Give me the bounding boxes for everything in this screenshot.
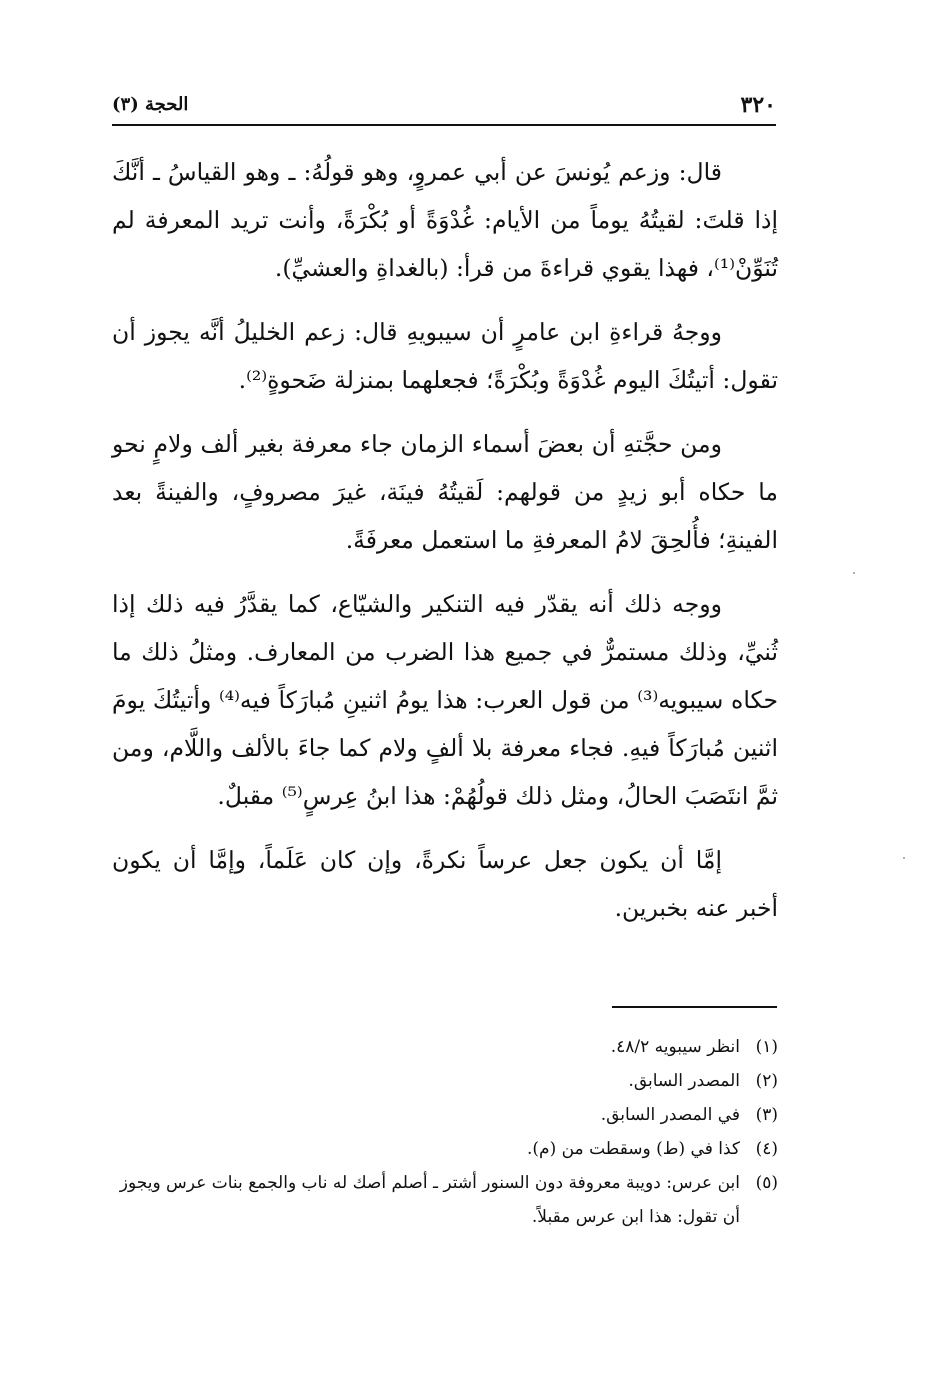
footnote-text: انظر سيبويه ٤٨/٢. xyxy=(610,1037,740,1057)
scan-speck xyxy=(853,572,855,574)
footnote-number: (١) xyxy=(755,1037,778,1057)
footnote-text: كذا في (ط) وسقطت من (م). xyxy=(527,1139,740,1159)
paragraph: إمَّا أن يكون جعل عرساً نكرةً، وإن كان عَلَماً، وإمَّا أن يكون أخبر عنه بخبرين. xyxy=(112,846,778,922)
footnote xyxy=(112,1030,778,1064)
footnote-number: (٥) xyxy=(755,1173,778,1193)
paragraph: ووجه ذلك أنه يقدّر فيه التنكير والشيّاع، كما يقدَّرُ فيه ذلك إذا ثُنيِّ، وذلك مستمرٌّ في جميع هذا الضرب من المعارف. ومثلُ ذلك ما حكاه سيبويه⁽³⁾ من قول العرب: هذا يومُ اثنينِ مُبارَكاً فيه⁽⁴⁾ وأتيتُكَ يومَ اثنين مُبارَكاً فيهِ. فجاء معرفة بلا ألفٍ ولام كما جاءَ بالألف واللَّام، ومن ثمَّ انتَصَبَ الحالُ، ومثل ذلك قولُهُمْ: هذا ابنُ عِرسٍ⁽⁵⁾ مقبلٌ. xyxy=(112,590,778,810)
paragraph: ووجهُ قراءةِ ابن عامرٍ أن سيبويهِ قال: زعم الخليلُ أنَّه يجوز أن تقول: أتيتُكَ اليوم غُدْوَةً وبُكْرَةً؛ فجعلهما بمنزلة ضَحوةٍ⁽²⁾. xyxy=(112,318,778,394)
footnote-separator xyxy=(612,1006,777,1008)
footnote-text: المصدر السابق. xyxy=(628,1071,740,1091)
footnote-number: (٤) xyxy=(755,1139,778,1159)
page-number: ٣٢٠ xyxy=(740,92,776,118)
paragraph: ومن حجَّتهِ أن بعضَ أسماء الزمان جاء معرفة بغير ألف ولامٍ نحو ما حكاه أبو زيدٍ من قولهم: لَقيتُهُ فينَة، غيرَ مصروفٍ، والفينةً بعد الفينةِ؛ فأُلحِقَ لامُ المعرفةِ ما استعمل معرفَةً. xyxy=(112,430,778,554)
footnote-text: ابن عرس: دويبة معروفة دون السنور أشتر ـ أصلم أصك له ناب والجمع بنات عرس ويجوز أن تقول: هذا ابن عرس مقبلاً. xyxy=(119,1173,740,1227)
footnote xyxy=(112,1132,778,1166)
footnote xyxy=(112,1064,778,1098)
footnotes xyxy=(112,1030,778,1234)
page-header xyxy=(112,92,776,126)
footnote-text: في المصدر السابق. xyxy=(600,1105,740,1125)
footnote xyxy=(112,1166,778,1234)
footnote-number: (٢) xyxy=(755,1071,778,1091)
running-title: الحجة (٣) xyxy=(112,94,189,115)
footnote xyxy=(112,1098,778,1132)
paragraph: قال: وزعم يُونسَ عن أبي عمروٍ، وهو قولُهُ: ـ وهو القياسُ ـ أنَّكَ إذا قلتَ: لقيتُهُ يوماً من الأيام: غُدْوَةً أو بُكْرَةً، وأنت تريد المعرفة لم تُنَوِّنْ⁽¹⁾، فهذا يقوي قراءةَ من قرأ: (بالغداةِ والعشيِّ). xyxy=(112,158,778,282)
footnote-number: (٣) xyxy=(755,1105,778,1125)
scan-speck xyxy=(903,857,905,859)
main-text xyxy=(112,148,778,948)
